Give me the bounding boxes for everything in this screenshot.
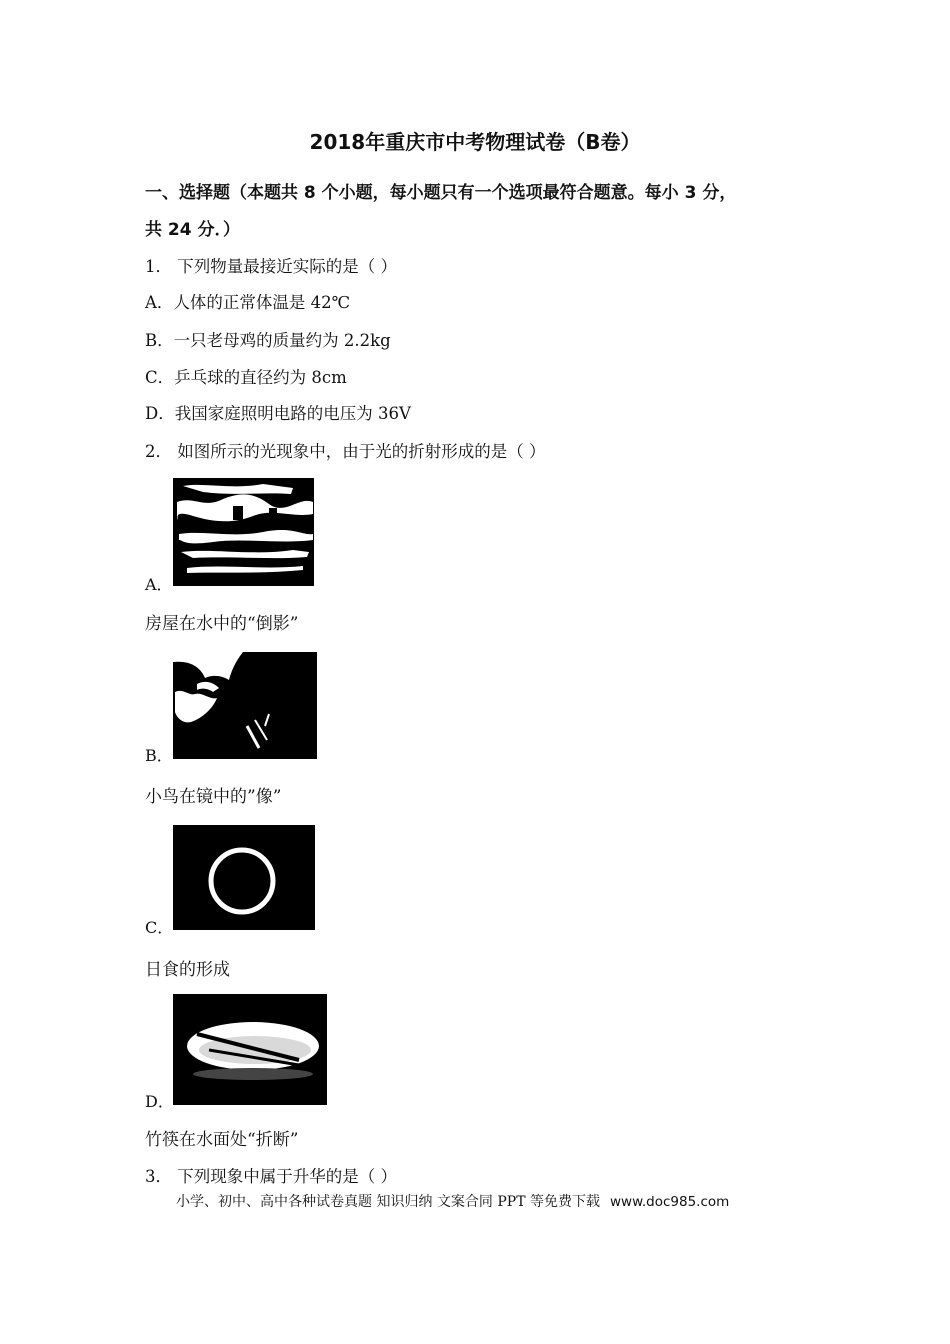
question-3-stem: 3． 下列现象中属于升华的是（ ） <box>145 1167 397 1186</box>
question-2-option-b-letter: B． <box>145 746 173 765</box>
question-2-option-a-caption: 房屋在水中的“倒影” <box>145 614 299 634</box>
option-d-image <box>173 994 327 1105</box>
footer-text: 小学、初中、高中各种试卷真题 知识归纳 文案合同 PPT 等免费下载 <box>176 1194 600 1210</box>
page-title: 2018年重庆市中考物理试卷（B卷） <box>309 130 641 154</box>
question-2-stem: 2． 如图所示的光现象中，由于光的折射形成的是（ ） <box>145 442 546 461</box>
option-a-image <box>173 478 314 586</box>
option-b-image <box>173 652 317 759</box>
page-footer <box>176 1192 729 1212</box>
section-heading-line-2: 共 24 分．） <box>145 220 240 240</box>
question-1-option-b: B．一只老母鸡的质量约为 2.2kg <box>145 331 391 350</box>
question-2-option-d-letter: D． <box>145 1092 174 1111</box>
footer-url[interactable]: www.doc985.com <box>609 1194 730 1210</box>
question-1-option-d: D．我国家庭照明电路的电压为 36V <box>145 404 411 423</box>
question-2-option-d-caption: 竹筷在水面处“折断” <box>145 1130 299 1150</box>
question-1-option-c: C．乒乓球的直径约为 8cm <box>145 368 347 387</box>
question-1-stem: 1． 下列物量最接近实际的是（ ） <box>145 257 397 276</box>
question-1-option-a: A．人体的正常体温是 42℃ <box>145 293 351 312</box>
question-2-option-b-caption: 小鸟在镜中的”像” <box>145 787 282 807</box>
question-2-option-c-letter: C． <box>145 918 174 937</box>
question-2-option-c-caption: 日食的形成 <box>145 960 230 980</box>
question-2-option-a-letter: A． <box>145 575 173 594</box>
section-heading-line-1: 一、选择题（本题共 8 个小题，每小题只有一个选项最符合题意。每小 3 分， <box>145 183 737 203</box>
option-c-image <box>173 825 315 930</box>
